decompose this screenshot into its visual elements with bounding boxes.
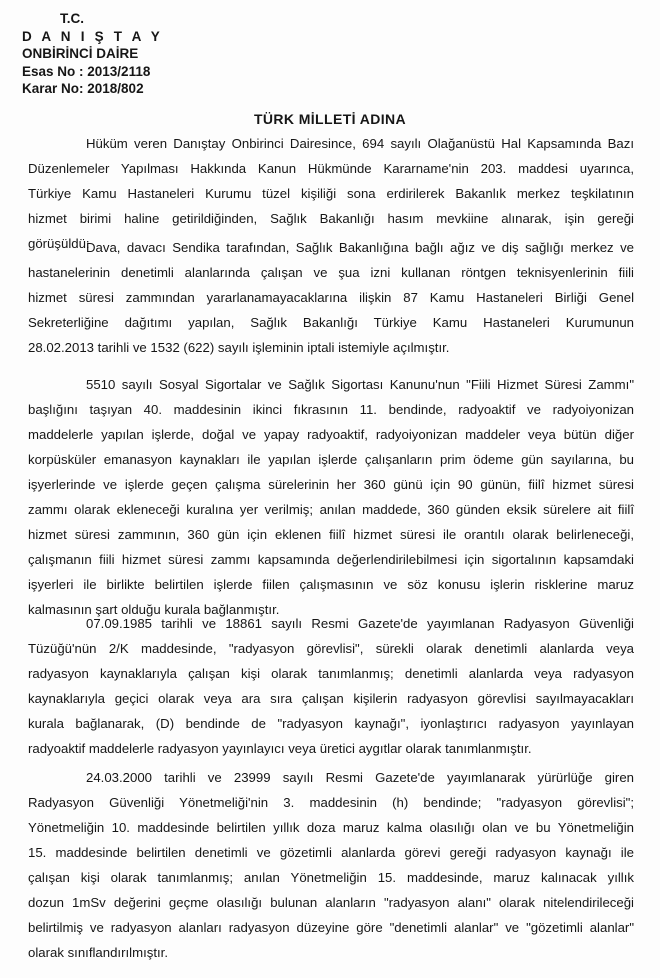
paragraph-line: çalışmanın fiili hizmet süresi zammı kapsamında değerlendirilebilmesi için sigortalının kapsamdaki xyxy=(28,552,634,567)
paragraph-line: korpüsküler emanasyon kaynakları ile yapılan işlerde çalışanların prim ödeme gün sayılarına, bu xyxy=(28,452,634,467)
paragraph-line: radyoaktif maddelerle radyasyon yayınlayıcı veya üretici aygıtlar olarak tanımlanmıştır. xyxy=(28,741,532,756)
court-header xyxy=(22,10,163,98)
paragraph-line: Türkiye Kamu Hastaneleri Kurumu tüzel kişiliği sona erdirilerek Bakanlık merkez teşkilatının xyxy=(28,186,634,201)
paragraph-line: zammı olarak ekleneceği kuralına yer verilmiş; anılan maddede, 360 günden eksik sürelere ait fiilî xyxy=(28,502,634,517)
paragraph-line: radyasyon kaynaklarıyla çalışan kişi olarak tanımlanmış; denetimli alanlarda veya radyasyon xyxy=(28,666,634,681)
paragraph-4 xyxy=(28,611,634,761)
paragraph-5 xyxy=(28,765,634,965)
paragraph-line: Yönetmeliğin 10. maddesinde belirtilen yıllık doza maruz kalma olasılığı olan ve bu Yönetmeliğin xyxy=(28,820,634,835)
header-case-number: Esas No : 2013/2118 xyxy=(22,63,151,79)
paragraph-line: işyerlerinde ve işlerde geçen çalışma sürelerinin her 360 günü için 90 günün, fiilî hizmet süresi xyxy=(28,477,634,492)
document-title: TÜRK MİLLETİ ADINA xyxy=(253,111,407,127)
paragraph-line: 15. maddesinde belirtilen denetimli ve gözetimli alanlarda görevi gereği radyasyon kaynağı ile xyxy=(28,845,634,860)
paragraph-line: olarak sınıflandırılmıştır. xyxy=(28,945,168,960)
paragraph-line: 24.03.2000 tarihli ve 23999 sayılı Resmi Gazete'de yayımlanarak yürürlüğe giren xyxy=(86,770,634,785)
paragraph-line: işyerleri ile birlikte belirtilen işlerde fiilen çalışmasının ve söz konusu işlerin risklerine maruz xyxy=(28,577,634,592)
paragraph-line: 5510 sayılı Sosyal Sigortalar ve Sağlık Sigortası Kanunu'nun "Fiili Hizmet Süresi Zammı" xyxy=(86,377,634,392)
paragraph-line: Radyasyon Güvenliği Yönetmeliği'nin 3. maddesinin (h) bendinde; "radyasyon görevlisi"; xyxy=(28,795,634,810)
header-court-name: D A N I Ş T A Y xyxy=(22,28,164,44)
paragraph-line: çalışan kişi olarak tanımlanmış; anılan Yönetmeliğin 15. maddesinde, maruz kalınacak yıllık xyxy=(28,870,634,885)
paragraph-line: Sekreterliğine dağıtımı yapılan, Sağlık Bakanlığı Türkiye Kamu Hastaneleri Kurumunun xyxy=(28,315,634,330)
paragraph-line: hizmet süresi zammının, 360 gün için eklenen fiilî hizmet süresi ile orantılı olarak belirleneceği, xyxy=(28,527,634,542)
paragraph-line: Tüzüğü'nün 2/K maddesinde, "radyasyon görevlisi", sürekli olarak denetimli alanlarda veya xyxy=(28,641,634,656)
paragraph-line: kurala bağlanarak, (D) bendinde de "radyasyon kaynağı", iyonlaştırıcı radyasyon yayınlayan xyxy=(28,716,634,731)
paragraph-line: Hüküm veren Danıştay Onbirinci Dairesince, 694 sayılı Olağanüstü Hal Kapsamında Bazı xyxy=(86,136,634,151)
paragraph-line: dozun 1mSv değerini geçme olasılığı bulunan alanların "radyasyon alanı" olarak nitelendirileceği xyxy=(28,895,634,910)
paragraph-line: belirtilmiş ve radyasyon alanları radyasyon düzeyine göre "denetimli alanlar" ve "gözetimli alanlar" xyxy=(28,920,634,935)
paragraph-line: hizmet süresi zammından yararlanamayacaklarına ilişkin 87 Kamu Hastaneleri Birliği Genel xyxy=(28,290,634,305)
paragraph-line: Düzenlemeler Yapılması Hakkında Kanun Hükmünde Kararname'nin 203. maddesi uyarınca, xyxy=(28,161,634,176)
header-decision-number: Karar No: 2018/802 xyxy=(22,81,144,96)
paragraph-line: başlığını taşıyan 40. maddesinin ikinci fıkrasının 11. bendinde, radyoaktif ve radyoiyonizan xyxy=(28,402,634,417)
paragraph-line: 07.09.1985 tarihli ve 18861 sayılı Resmi Gazete'de yayımlanan Radyasyon Güvenliği xyxy=(86,616,634,631)
paragraph-line: kalmasının şart olduğu kurala bağlanmıştır. xyxy=(28,602,280,617)
paragraph-line: kaynaklarıyla geçici olarak veya ara sıra çalışan kişilerin radyasyon görevlisi sayılmayacakları xyxy=(28,691,634,706)
header-tc: T.C. xyxy=(60,11,85,26)
paragraph-line: 28.02.2013 tarihli ve 1532 (622) sayılı işleminin iptali istemiyle açılmıştır. xyxy=(28,340,450,355)
paragraph-line: maddelerle yapılan işlerde, doğal ve yapay radyoaktif, radyoiyonizan maddeler veya bütün diğer xyxy=(28,427,634,442)
paragraph-line: hizmet birimi haline getirildiğinden, Sağlık Bakanlığı hasım mevkiine alınarak, işin gereği xyxy=(28,211,634,226)
paragraph-line: hastanelerinin denetimli alanlarında çalışan ve şua izni kullanan röntgen teknisyenlerinin fiili xyxy=(28,265,634,280)
header-chamber: ONBİRİNCİ DAİRE xyxy=(22,46,139,61)
paragraph-3 xyxy=(28,372,634,622)
paragraph-line: Dava, davacı Sendika tarafından, Sağlık Bakanlığına bağlı ağız ve diş sağlığı merkez ve xyxy=(86,240,634,255)
paragraph-line: görüşüldü: xyxy=(28,236,90,251)
